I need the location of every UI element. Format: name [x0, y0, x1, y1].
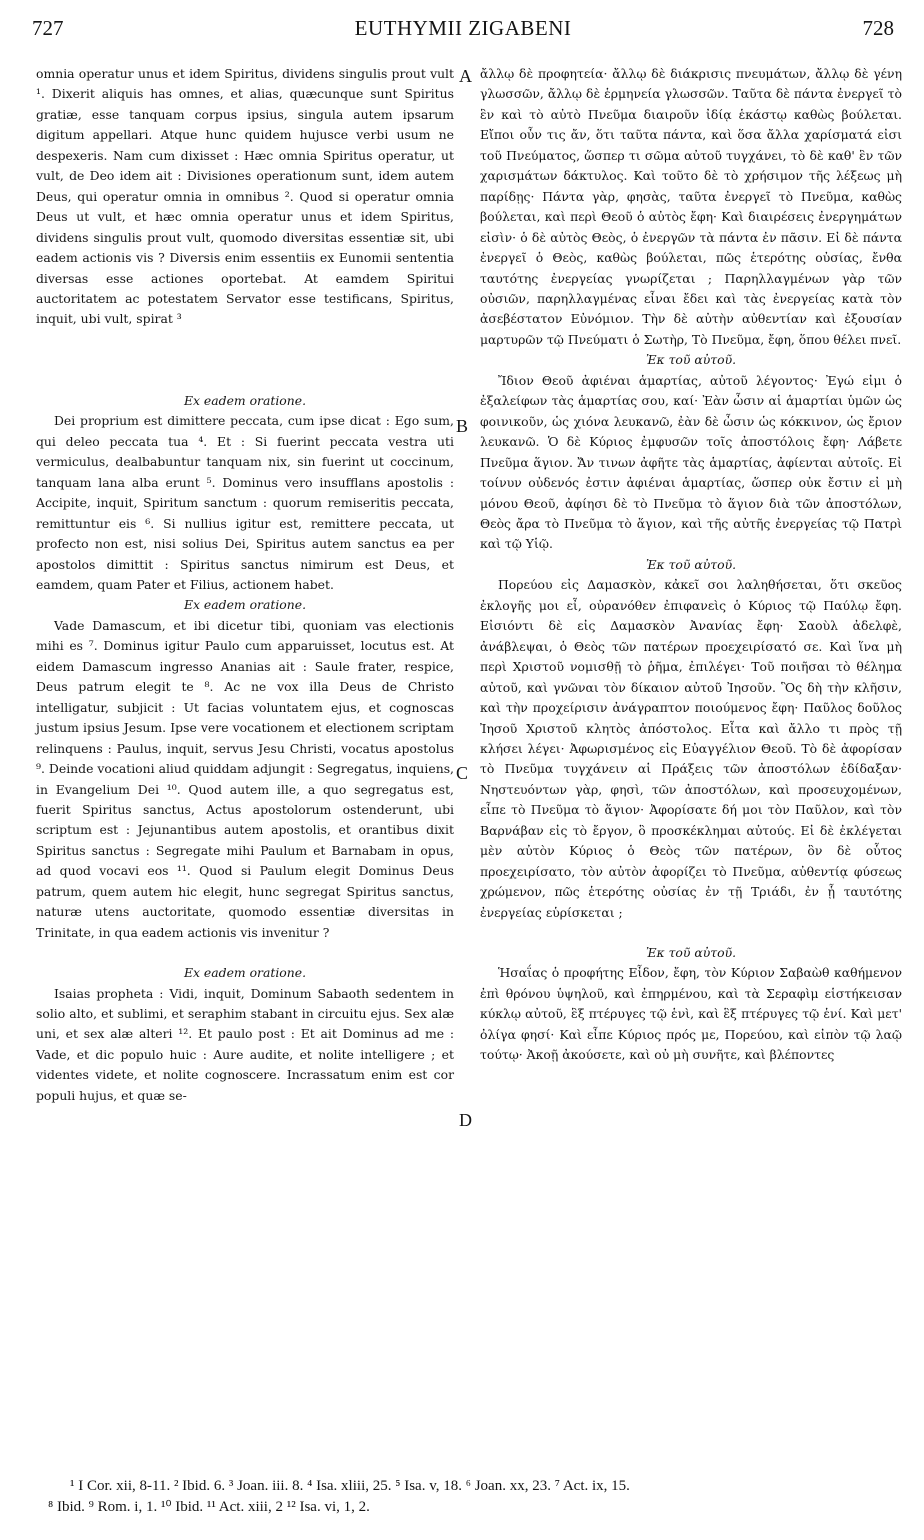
margin-marker-d: D: [459, 1110, 472, 1130]
latin-paragraph-2: Dei proprium est dimittere peccata, cum ipse dicat : Ego sum, qui deleo peccata tua ⁴. Et : Si fuerint peccata vestra uti vermiculus, dealbabuntur tanquam nix, sin fuerint ut coccinum, tanquam lana alba erunt ⁵. Dominus vero insufflans apostolis : Accipite, inquit, Spiritum sanctum : quorum remiseritis peccata, remittuntur eis ⁶. Si nullius igitur est, remittere peccata, ut profecto non est, nisi solius Dei, Spiritus autem sanctus ea per apostolos dimittit : Spiritus sanctus nimirum est Deus, et eamdem, quam Pater et Filius, actionem habet.: [36, 413, 454, 592]
greek-section-heading-3: Ἐκ τοῦ αὐτοῦ.: [645, 945, 737, 961]
latin-section-heading-3: Ex eadem oratione.: [183, 965, 307, 981]
page-header: [32, 16, 894, 44]
margin-marker-a: A: [459, 66, 472, 86]
latin-paragraph-3: Vade Damascum, et ibi dicetur tibi, quoniam vas electionis mihi es ⁷. Dominus igitur Paulo cum apparuisset, locutus est. At eidem Damascum ingresso Ananias ait : Saule frater, respice, Deus patrum elegit te ⁸. Ac ne vox illa Deus de Christo intelligatur, subjicit : Ut facias voluntatem ejus, et cognoscas justum ipsius Jesum. Ipse vere vocationem et electionem scriptam relinquens : Paulus, inquit, servus Jesu Christi, vocatus apostolus ⁹. Deinde vocationi aliud quiddam adjungit : Segregatus, inquiens, in Evangelium Dei ¹⁰. Quod autem ille, a quo segregatus est, fuerit Spiritus sanctus, Actus apostolorum ostenderunt, ubi scriptum est : Jejunantibus autem apostolis, et orantibus dixit Spiritus sanctus : Segregate mihi Paulum et Barnabam in opus, ad quod vocavi eos ¹¹. Quod si Paulum elegit Dominus Deus patrum, quem autem hic elegit, hunc segregat Spiritus sanctus, naturæ utens auctoritate, quomodo essentiæ diversitas in Trinitate, in qua eadem actionis vis invenitur ?: [36, 617, 454, 940]
margin-marker-b: B: [456, 416, 469, 436]
latin-paragraph-1: omnia operatur unus et idem Spiritus, dividens singulis prout vult ¹. Dixerit aliquis has omnes, et alias, quæcunque sunt Spiritus gratiæ, esse tanquam corpus ipsius, singula autem ipsarum digitum appellari. Atque hunc quidem hujusce verbi usum ne despexeris. Nam cum dixisset : Hæc omnia Spiritus operatur, ut vult, de Deo idem ait : Divisiones operationum sunt, idem autem Deus, qui operatur omnia in omnibus ². Quod si operatur omnia Deus ut vult, et hæc omnia operatur unus et idem Spiritus, dividens singulis prout vult, quomodo diversitas essentiæ sit, ubi eadem actionis vis ? Diversis enim essentiis ex Eunomii sententia diversas esse actiones oportebat. At eamdem Spiritui auctoritatem ac potestatem Servator esse testificans, Spiritus, inquit, ubi vult, spirat ³: [36, 66, 454, 327]
right-column-greek: [480, 64, 902, 1066]
left-column-latin: [36, 64, 454, 1106]
running-title: EUTHYMII ZIGABENI: [354, 16, 572, 40]
latin-section-heading-2: Ex eadem oratione.: [183, 597, 307, 613]
greek-section-heading-2: Ἐκ τοῦ αὐτοῦ.: [645, 556, 737, 572]
latin-paragraph-4: Isaias propheta : Vidi, inquit, Dominum Sabaoth sedentem in solio alto, et sublimi, et seraphim stabant in circuitu ejus. Sex alæ uni, et sex alæ alteri ¹². Et paulo post : Et ait Dominus ad me : Vade, et dic populo huic : Aure audite, et nolite intelligere ; et videntes videte, et nolite cognoscere. Incrassatum enim est cor populi hujus, et quæ se-: [36, 985, 454, 1103]
footnotes-line-2: ⁸ Ibid. ⁹ Rom. i, 1. ¹⁰ Ibid. ¹¹ Act. xiii, 2 ¹² Isa. vi, 1, 2.: [48, 1499, 370, 1515]
latin-section-heading-1: Ex eadem oratione.: [183, 392, 307, 408]
greek-paragraph-2: Ἴδιον Θεοῦ ἀφιέναι ἁμαρτίας, αὐτοῦ λέγοντος· Ἐγώ εἰμι ὁ ἐξαλείφων τὰς ἁμαρτίας σου, καί· Ἐὰν ὦσιν αἱ ἁμαρτίαι ὑμῶν ὡς φοινικοῦν, ὡς χιόνα λευκανῶ, ἐὰν δὲ ὦσιν ὡς κόκκινον, ὡς ἔριον λευκανῶ. Ὁ δὲ Κύριος ἐμφυσῶν τοῖς ἀποστόλοις ἔφη· Λάβετε Πνεῦμα ἅγιον. Ἄν τινων ἀφῆτε τὰς ἁμαρτίας, ἀφίενται αὐτοῖς. Εἰ τοίνυν οὐδενός ἐστιν ἀφιέναι ἁμαρτίας, ὥσπερ οὐκ ἔστιν εἰ μὴ μόνου Θεοῦ, ἀφίησι δὲ τὸ Πνεῦμα τὸ ἅγιον διὰ τῶν ἀποστόλων, Θεὸς ἄρα τὸ Πνεῦμα τὸ ἅγιον, καὶ τῆς αὐτῆς ἐνεργείας τῷ Πατρὶ καὶ τῷ Υἱῷ.: [480, 372, 902, 552]
greek-paragraph-1: ἄλλῳ δὲ προφητεία· ἄλλῳ δὲ διάκρισις πνευμάτων, ἄλλῳ δὲ γένη γλωσσῶν, ἄλλῳ δὲ ἑρμηνεία γλωσσῶν. Ταῦτα δὲ πάντα ἐνεργεῖ τὸ ἓν καὶ τὸ αὐτὸ Πνεῦμα διαιροῦν ἰδίᾳ ἑκάστῳ καθὼς βούλεται. Εἴποι οὖν τις ἄν, ὅτι ταῦτα πάντα, καὶ ὅσα ἄλλα χαρίσματά εἰσι τοῦ Πνεύματος, ὥσπερ τι σῶμα αὐτοῦ τυγχάνει, τὸ δὲ καθ' ἓν τῶν χαρισμάτων δάκτυλος. Καὶ τοῦτο δὲ τὸ χρήσιμον τῆς λέξεως μὴ παρίδῃς· Πάντα γὰρ, φησὰς, ταῦτα ἐνεργεῖ τὸ Πνεῦμα, καθὼς βούλεται, καὶ περὶ Θεοῦ ὁ αὐτὸς ἔφη· Καὶ διαιρέσεις ἐνεργημάτων εἰσὶν· ὁ δὲ αὐτὸς Θεὸς, ὁ ἐνεργῶν τὰ πάντα ἐν πᾶσιν. Εἰ δὲ πάντα ἐνεργεῖ ὁ Θεὸς, καθὼς βούλεται, πῶς ἑτερότης οὐσίας, ἔνθα ταυτότης ἐνεργείας γνωρίζεται ; Παρηλλαγμένων γὰρ τῶν οὐσιῶν, παρηλλαγμένας εἶναι ἔδει καὶ τὰς ἐνεργείας κατὰ τὸν ἀσεβέστατον Εὐνόμιον. Τὴν δὲ αὐτὴν αὐθεντίαν καὶ ἐξουσίαν μαρτυρῶν τῷ Πνεύματι ὁ Σωτὴρ, Τὸ Πνεῦμα, ἔφη, ὅπου θέλει πνεῖ.: [480, 66, 902, 347]
margin-marker-c: C: [456, 763, 469, 783]
footnotes-line-1: ¹ I Cor. xii, 8-11. ² Ibid. 6. ³ Joan. iii. 8. ⁴ Isa. xliii, 25. ⁵ Isa. v, 18. ⁶ Joan. xx, 23. ⁷ Act. ix, 15.: [70, 1478, 630, 1494]
greek-paragraph-3: Πορεύου εἰς Δαμασκὸν, κἀκεῖ σοι λαληθήσεται, ὅτι σκεῦος ἐκλογῆς μοι εἶ, οὐρανόθεν ἐπιφανεὶς ὁ Κύριος τῷ Παύλῳ ἔφη. Εἰσιόντι δὲ εἰς Δαμασκὸν Ἀνανίας ἔφη· Σαοὺλ ἀδελφὲ, ἀνάβλεψαι, ὁ Θεὸς τῶν πατέρων προεχειρίσατό σε. Καὶ ἵνα μὴ περὶ Χριστοῦ νομισθῇ τὸ ῥῆμα, ἐπιλέγει· Τοῦ ποιῆσαι τὸ θέλημα αὐτοῦ, καὶ γνῶναι τὸν δίκαιον αὐτοῦ Ἰησοῦν. Ὃς δὴ τὴν κλῆσιν, καὶ τὴν προχείρισιν ἀνάγραπτον ποιούμενος ἔφη· Παῦλος δοῦλος Ἰησοῦ Χριστοῦ κλητὸς ἀπόστολος. Εἶτα καὶ ἄλλο τι πρὸς τῇ κλήσει λέγει· Ἀφωρισμένος εἰς Εὐαγγέλιον Θεοῦ. Τὸ δὲ ἀφορίσαν τὸ Πνεῦμα τυγχάνειν αἱ Πράξεις τῶν ἀποστόλων ἐδίδαξαν· Νηστευόντων γὰρ, φησὶ, τῶν ἀποστόλων, καὶ προσευχομένων, εἶπε τὸ Πνεῦμα τὸ ἅγιον· Ἀφορίσατε δή μοι τὸν Παῦλον, καὶ τὸν Βαρνάβαν εἰς τὸ ἔργον, ὃ προσκέκλημαι αὐτούς. Εἰ δὲ ἐκλέγεται μὲν αὐτὸν Κύριος ὁ Θεὸς τῶν πατέρων, ὃν δὲ οὗτος προεχειρίσατο, τὸν αὐτὸν ἀφορίζει τὸ Πνεῦμα, αὐθεντίᾳ φύσεως χρώμενον, πῶς ἑτερότης οὐσίας ἐν τῇ Τριάδι, ἐν ᾗ ταυτότης ἐνεργείας εὑρίσκεται ;: [480, 577, 902, 920]
page-number-left: 727: [32, 16, 64, 40]
page-number-right: 728: [862, 16, 894, 40]
greek-section-heading-1: Ἐκ τοῦ αὐτοῦ.: [645, 352, 737, 368]
greek-paragraph-4: Ἡσαΐας ὁ προφήτης Εἶδον, ἔφη, τὸν Κύριον Σαβαὼθ καθήμενον ἐπὶ θρόνου ὑψηλοῦ, καὶ ἐπηρμένου, καὶ τὰ Σεραφὶμ εἱστήκεισαν κύκλῳ αὐτοῦ, ἓξ πτέρυγες τῷ ἑνὶ, καὶ ἓξ πτέρυγες τῷ ἑνί. Καὶ μετ' ὀλίγα φησί· Καὶ εἶπε Κύριος πρός με, Πορεύου, καὶ εἰπὸν τῷ λαῷ τούτῳ· Ἀκοῇ ἀκούσετε, καὶ οὐ μὴ συνῆτε, καὶ βλέποντες: [480, 965, 902, 1063]
